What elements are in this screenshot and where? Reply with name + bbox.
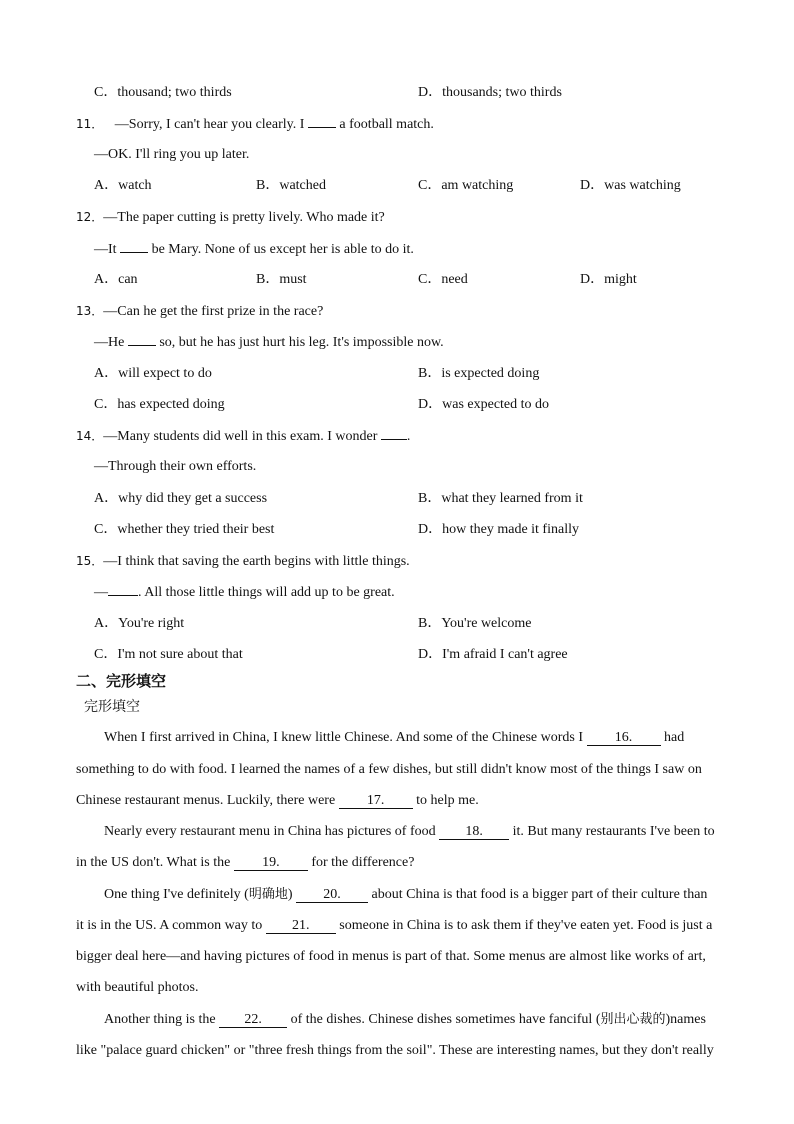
option-letter: C． xyxy=(94,647,118,662)
q12-reply xyxy=(94,240,750,259)
option-letter: B． xyxy=(418,616,442,631)
q12-option-d[interactable] xyxy=(580,271,637,289)
q13-option-a[interactable] xyxy=(94,365,212,383)
q14-reply: —Through their own efforts. xyxy=(94,459,257,474)
passage-text: in the US don't. What is the xyxy=(76,855,231,870)
question-number: 11． xyxy=(76,117,104,131)
stem-text: . xyxy=(406,429,411,444)
section-subheading: 完形填空 xyxy=(84,699,140,715)
option-letter: D． xyxy=(418,85,443,100)
option-text: was watching xyxy=(604,178,681,193)
option-letter: C． xyxy=(94,522,118,537)
stem-text: —The paper cutting is pretty lively. Who made it? xyxy=(103,210,385,225)
option-letter: D． xyxy=(418,522,443,537)
blank-18[interactable]: 18. xyxy=(439,824,509,840)
passage-text: When I first arrived in China, I knew little Chinese. And some of the Chinese words I xyxy=(104,730,584,745)
q15-stem xyxy=(76,552,750,571)
answer-blank[interactable] xyxy=(108,583,138,596)
option-text: I'm afraid I can't agree xyxy=(442,647,568,662)
option-text: whether they tried their best xyxy=(117,522,275,537)
option-letter: B． xyxy=(256,178,280,193)
option-letter: D． xyxy=(418,397,443,412)
q12-option-b[interactable] xyxy=(256,271,307,289)
passage-line xyxy=(104,886,750,904)
option-text: has expected doing xyxy=(117,397,225,412)
question-number: 12． xyxy=(76,210,104,224)
option-letter: B． xyxy=(418,491,442,506)
passage-text: about China is that food is a bigger part of their culture than xyxy=(371,887,708,902)
passage-line xyxy=(104,729,750,747)
passage-text: had xyxy=(664,730,685,745)
option-text: what they learned from it xyxy=(441,491,583,506)
option-text: You're welcome xyxy=(441,616,532,631)
q15-option-a[interactable] xyxy=(94,615,184,633)
q13-reply xyxy=(94,333,750,352)
option-text: thousands; two thirds xyxy=(442,85,562,100)
passage-line xyxy=(104,1011,750,1029)
option-text: watch xyxy=(118,178,152,193)
passage-line: something to do with food. I learned the names of a few dishes, but still didn't know most of the things I saw on xyxy=(76,762,702,777)
stem-text: —It xyxy=(94,242,117,257)
blank-19[interactable]: 19. xyxy=(234,855,308,871)
question-number: 13． xyxy=(76,304,104,318)
q11-option-b[interactable] xyxy=(256,177,326,195)
stem-text: — xyxy=(94,585,108,600)
question-number: 15． xyxy=(76,554,104,568)
option-letter: C． xyxy=(418,178,442,193)
q12-option-c[interactable] xyxy=(418,271,468,289)
passage-text: to help me. xyxy=(416,793,479,808)
q11-reply: —OK. I'll ring you up later. xyxy=(94,147,250,162)
stem-text: be Mary. None of us except her is able to do it. xyxy=(151,242,414,257)
q13-option-b[interactable] xyxy=(418,365,539,383)
option-letter: A． xyxy=(94,272,119,287)
q13-stem xyxy=(76,302,750,321)
stem-text: . All those little things will add up to be great. xyxy=(138,585,395,600)
option-letter: A． xyxy=(94,616,119,631)
passage-line: like "palace guard chicken" or "three fresh things from the soil". These are interesting names, but they don't really xyxy=(76,1043,714,1058)
stem-text: —I think that saving the earth begins with little things. xyxy=(103,554,410,569)
q14-stem xyxy=(76,427,750,446)
q13-option-c[interactable] xyxy=(94,396,225,414)
q15-reply xyxy=(94,583,750,602)
passage-text: someone in China is to ask them if they've eaten yet. Food is just a xyxy=(339,918,713,933)
q14-option-c[interactable] xyxy=(94,521,274,539)
passage-text: One thing I've definitely ( xyxy=(104,887,249,902)
stem-text: —Can he get the first prize in the race? xyxy=(103,304,324,319)
q11-stem xyxy=(76,115,750,134)
passage-text: it is in the US. A common way to xyxy=(76,918,263,933)
option-text: I'm not sure about that xyxy=(117,647,243,662)
stem-text: so, but he has just hurt his leg. It's impossible now. xyxy=(159,335,444,350)
option-letter: D． xyxy=(580,178,605,193)
section-heading: 二、完形填空 xyxy=(76,672,167,690)
q14-option-b[interactable] xyxy=(418,490,583,508)
option-letter: A． xyxy=(94,491,119,506)
q15-option-b[interactable] xyxy=(418,615,531,633)
passage-text: Chinese restaurant menus. Luckily, there were xyxy=(76,793,336,808)
passage-text: of the dishes. Chinese dishes sometimes have fanciful ( xyxy=(290,1012,601,1027)
stem-text: —Many students did well in this exam. I wonder xyxy=(103,429,378,444)
passage-line: bigger deal here—and having pictures of food in menus is part of that. Some menus are almost like works of art, xyxy=(76,949,706,964)
passage-line: with beautiful photos. xyxy=(76,980,199,995)
stem-text: a football match. xyxy=(339,117,434,132)
passage-line xyxy=(76,792,750,810)
blank-20[interactable]: 20. xyxy=(296,887,368,903)
option-text: watched xyxy=(279,178,326,193)
q15-option-c[interactable] xyxy=(94,646,243,664)
option-text: might xyxy=(604,272,637,287)
passage-line xyxy=(104,823,750,841)
option-letter: C． xyxy=(94,85,118,100)
option-text: You're right xyxy=(118,616,185,631)
answer-blank[interactable] xyxy=(128,333,156,346)
option-text: is expected doing xyxy=(441,366,540,381)
option-text: must xyxy=(279,272,307,287)
passage-text: )names xyxy=(665,1012,706,1027)
passage-text: Nearly every restaurant menu in China has pictures of food xyxy=(104,824,436,839)
answer-blank[interactable] xyxy=(381,427,407,440)
stem-text: —He xyxy=(94,335,125,350)
option-text: thousand; two thirds xyxy=(117,85,232,100)
blank-16[interactable]: 16. xyxy=(587,730,661,746)
q13-option-d[interactable] xyxy=(418,396,549,414)
option-letter: A． xyxy=(94,366,119,381)
option-text: how they made it finally xyxy=(442,522,579,537)
option-text: was expected to do xyxy=(442,397,550,412)
q14-option-d[interactable] xyxy=(418,521,579,539)
q12-option-a[interactable] xyxy=(94,271,138,289)
q15-option-d[interactable] xyxy=(418,646,568,664)
answer-blank[interactable] xyxy=(308,115,336,128)
option-text: will expect to do xyxy=(118,366,212,381)
passage-text: for the difference? xyxy=(311,855,415,870)
q11-option-c[interactable] xyxy=(418,177,513,195)
option-letter: C． xyxy=(418,272,442,287)
option-letter: B． xyxy=(256,272,280,287)
passage-text: Another thing is the xyxy=(104,1012,216,1027)
q11-option-a[interactable] xyxy=(94,177,152,195)
passage-text: it. But many restaurants I've been to xyxy=(512,824,715,839)
option-text: why did they get a success xyxy=(118,491,268,506)
q10-option-c[interactable] xyxy=(94,84,232,102)
option-letter: B． xyxy=(418,366,442,381)
passage-line xyxy=(76,854,750,872)
blank-21[interactable]: 21. xyxy=(266,918,336,934)
option-text: can xyxy=(118,272,138,287)
q14-option-a[interactable] xyxy=(94,490,267,508)
q10-option-d[interactable] xyxy=(418,84,562,102)
option-letter: D． xyxy=(418,647,443,662)
q12-stem xyxy=(76,208,750,227)
option-text: am watching xyxy=(441,178,514,193)
passage-text: ) xyxy=(287,887,293,902)
stem-text: —Sorry, I can't hear you clearly. I xyxy=(114,117,305,132)
answer-blank[interactable] xyxy=(120,240,148,253)
option-letter: D． xyxy=(580,272,605,287)
passage-text: 明确地 xyxy=(248,887,288,902)
passage-text: 别出心裁的 xyxy=(600,1012,666,1027)
option-letter: C． xyxy=(94,397,118,412)
q11-option-d[interactable] xyxy=(580,177,681,195)
blank-17[interactable]: 17. xyxy=(339,793,413,809)
question-number: 14． xyxy=(76,429,104,443)
option-letter: A． xyxy=(94,178,119,193)
passage-line xyxy=(76,917,750,935)
option-text: need xyxy=(441,272,468,287)
blank-22[interactable]: 22. xyxy=(219,1012,287,1028)
